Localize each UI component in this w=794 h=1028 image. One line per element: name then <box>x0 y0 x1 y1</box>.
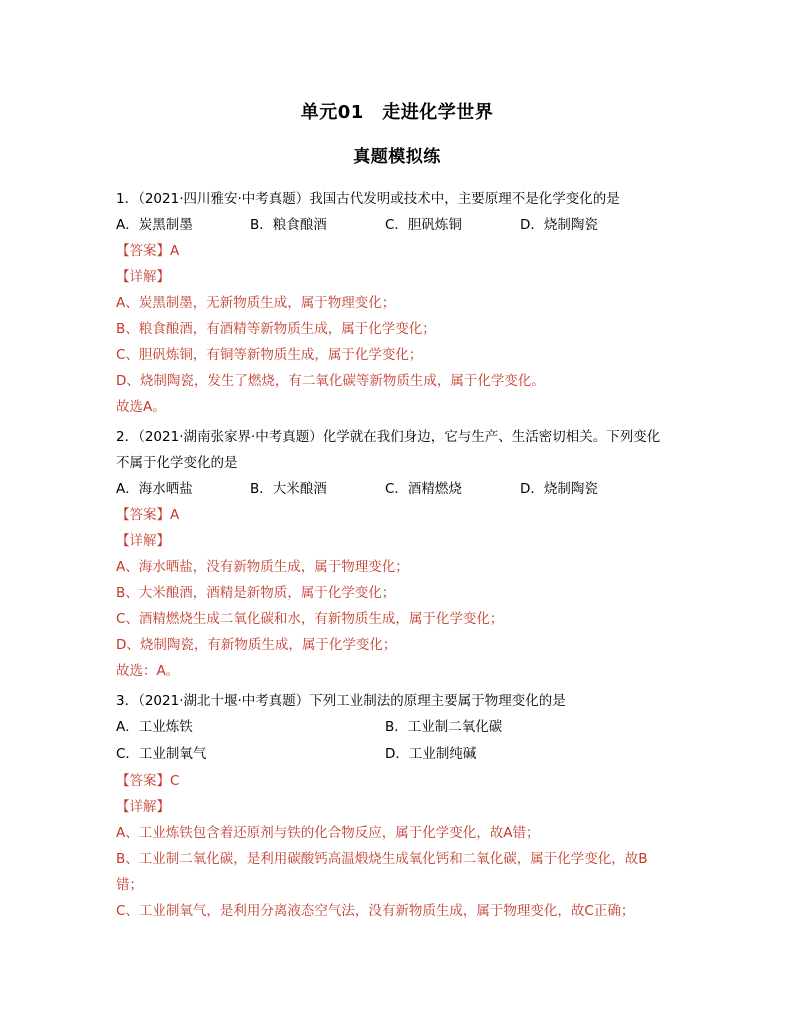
question-2-option-d: D．烧制陶瓷 <box>520 481 598 497</box>
question-2-explanation-d: D、烧制陶瓷，有新物质生成，属于化学变化； <box>116 637 397 653</box>
question-1-option-b: B．粮食酿酒 <box>250 217 327 233</box>
question-1-conclusion: 故选A。 <box>116 399 166 415</box>
question-3-explanation-b-cont: 错； <box>116 877 143 893</box>
question-2-explanation-b: B、大米酿酒，酒精是新物质，属于化学变化； <box>116 585 396 601</box>
question-3-option-a: A．工业炼铁 <box>116 719 193 735</box>
question-3-explanation-a: A、工业炼铁包含着还原剂与铁的化合物反应，属于化学变化，故A错； <box>116 825 540 841</box>
question-2-explanation-c: C、酒精燃烧生成二氧化碳和水，有新物质生成，属于化学变化； <box>116 611 504 627</box>
question-2-explanation-a: A、海水晒盐，没有新物质生成，属于物理变化； <box>116 559 409 575</box>
question-2-conclusion: 故选：A。 <box>116 663 180 679</box>
question-1-detail-label: 【详解】 <box>116 269 170 285</box>
question-1-explanation-b: B、粮食酿酒，有酒精等新物质生成，属于化学变化； <box>116 321 436 337</box>
question-2-stem-line-1: 2．（2021·湖南张家界·中考真题）化学就在我们身边，它与生产、生活密切相关。下列变化 <box>116 429 661 445</box>
question-1-stem: 1．（2021·四川雅安·中考真题）我国古代发明或技术中，主要原理不是化学变化的是 <box>116 191 620 207</box>
page-subtitle: 真题模拟练 <box>353 147 441 167</box>
question-3-answer: 【答案】C <box>116 773 180 789</box>
question-2-option-a: A．海水晒盐 <box>116 481 193 497</box>
question-3-option-d: D．工业制纯碱 <box>385 746 477 762</box>
question-3-detail-label: 【详解】 <box>116 799 170 815</box>
question-1-option-d: D．烧制陶瓷 <box>520 217 598 233</box>
question-1-explanation-a: A、炭黑制墨，无新物质生成，属于物理变化； <box>116 295 396 311</box>
question-2-stem-line-2: 不属于化学变化的是 <box>116 455 238 471</box>
question-3-stem: 3．（2021·湖北十堰·中考真题）下列工业制法的原理主要属于物理变化的是 <box>116 693 566 709</box>
question-3-explanation-b: B、工业制二氧化碳，是利用碳酸钙高温煅烧生成氧化钙和二氧化碳，属于化学变化，故B <box>116 851 648 867</box>
question-3-option-c: C．工业制氧气 <box>116 746 207 762</box>
question-3-option-b: B．工业制二氧化碳 <box>385 719 503 735</box>
question-2-detail-label: 【详解】 <box>116 533 170 549</box>
question-2-option-b: B．大米酿酒 <box>250 481 327 497</box>
question-3-explanation-c: C、工业制氧气，是利用分离液态空气法，没有新物质生成，属于物理变化，故C正确； <box>116 903 635 919</box>
question-1-answer: 【答案】A <box>116 243 180 259</box>
question-2-option-c: C．酒精燃烧 <box>385 481 462 497</box>
question-1-option-c: C．胆矾炼铜 <box>385 217 462 233</box>
question-2-answer: 【答案】A <box>116 507 180 523</box>
page-title: 单元01 走进化学世界 <box>300 102 494 123</box>
question-1-option-a: A．炭黑制墨 <box>116 217 193 233</box>
question-1-explanation-d: D、烧制陶瓷，发生了燃烧，有二氧化碳等新物质生成，属于化学变化。 <box>116 373 545 389</box>
question-1-explanation-c: C、胆矾炼铜，有铜等新物质生成，属于化学变化； <box>116 347 423 363</box>
